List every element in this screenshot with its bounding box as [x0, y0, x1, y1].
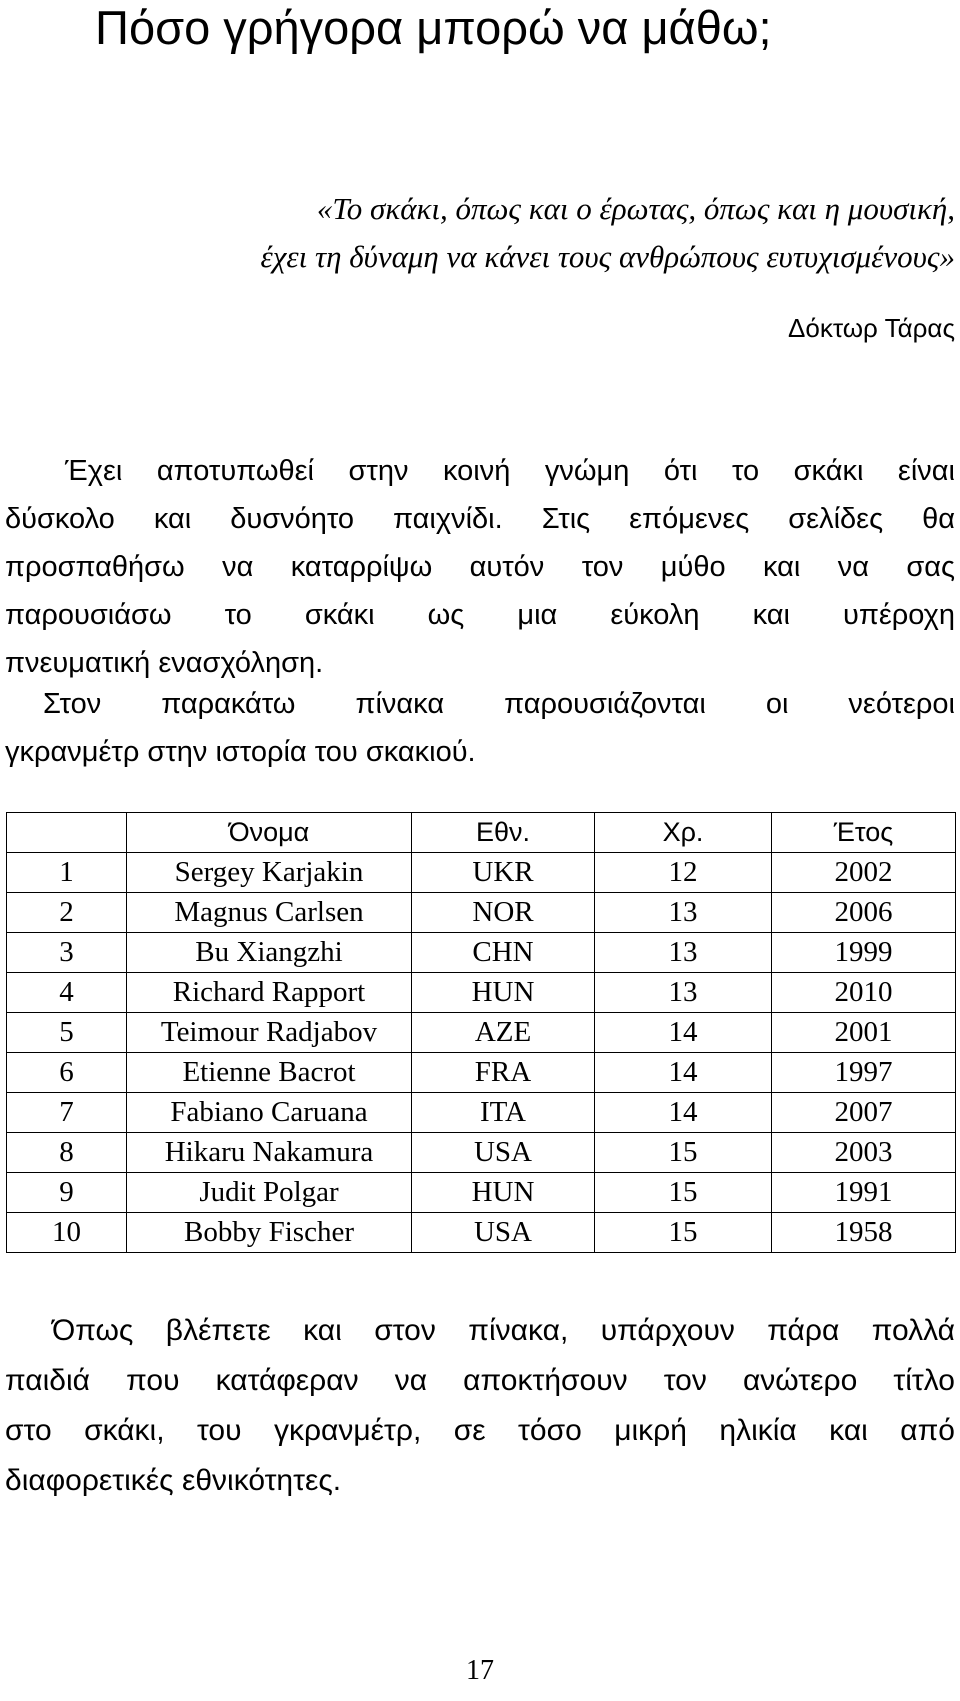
table-row	[7, 893, 956, 933]
cell-age: 12	[595, 853, 772, 893]
cell-age: 15	[595, 1213, 772, 1253]
cell-nationality: USA	[412, 1133, 595, 1173]
cell-rank: 5	[7, 1013, 127, 1053]
cell-rank: 3	[7, 933, 127, 973]
table-row	[7, 853, 956, 893]
cell-name: Bu Xiangzhi	[127, 933, 412, 973]
cell-name: Magnus Carlsen	[127, 893, 412, 933]
cell-name: Richard Rapport	[127, 973, 412, 1013]
cell-name: Judit Polgar	[127, 1173, 412, 1213]
cell-nationality: HUN	[412, 1173, 595, 1213]
cell-name: Sergey Karjakin	[127, 853, 412, 893]
table-intro-paragraph	[5, 680, 955, 776]
paragraph-line: στο σκάκι, του γκρανμέτρ, σε τόσο μικρή ηλικία και από	[5, 1414, 955, 1447]
paragraph-line: γκρανμέτρ στην ιστορία του σκακιού.	[5, 736, 476, 768]
cell-name: Bobby Fischer	[127, 1213, 412, 1253]
cell-nationality: USA	[412, 1213, 595, 1253]
table-row	[7, 1013, 956, 1053]
table-header-row	[7, 813, 956, 853]
header-year: Έτος	[772, 813, 956, 853]
paragraph-line: προσπαθήσω να καταρρίψω αυτόν τον μύθο και να σας	[5, 551, 955, 583]
youngest-grandmasters-table	[6, 812, 956, 1253]
cell-nationality: NOR	[412, 893, 595, 933]
paragraph-line: διαφορετικές εθνικότητες.	[5, 1464, 342, 1497]
cell-rank: 1	[7, 853, 127, 893]
header-age: Χρ.	[595, 813, 772, 853]
table-row	[7, 933, 956, 973]
epigraph-line: «Το σκάκι, όπως και ο έρωτας, όπως και η μουσική,	[316, 191, 955, 226]
cell-rank: 6	[7, 1053, 127, 1093]
cell-age: 14	[595, 1093, 772, 1133]
cell-nationality: UKR	[412, 853, 595, 893]
cell-rank: 9	[7, 1173, 127, 1213]
cell-year: 1991	[772, 1173, 956, 1213]
cell-rank: 10	[7, 1213, 127, 1253]
header-nationality: Εθν.	[412, 813, 595, 853]
cell-age: 13	[595, 973, 772, 1013]
epigraph-quote	[0, 185, 955, 281]
cell-year: 2007	[772, 1093, 956, 1133]
cell-nationality: FRA	[412, 1053, 595, 1093]
cell-age: 13	[595, 933, 772, 973]
cell-year: 1958	[772, 1213, 956, 1253]
cell-rank: 8	[7, 1133, 127, 1173]
page-title: Πόσο γρήγορα μπορώ να μάθω;	[95, 1, 772, 54]
cell-nationality: CHN	[412, 933, 595, 973]
paragraph-line: παιδιά που κατάφεραν να αποκτήσουν τον ανώτερο τίτλο	[5, 1364, 955, 1397]
table-row	[7, 1053, 956, 1093]
table-row	[7, 1173, 956, 1213]
cell-nationality: HUN	[412, 973, 595, 1013]
header-name: Όνομα	[127, 813, 412, 853]
cell-rank: 4	[7, 973, 127, 1013]
cell-age: 14	[595, 1013, 772, 1053]
paragraph-line: παρουσιάσω το σκάκι ως μια εύκολη και υπέροχη	[5, 599, 955, 631]
table-row	[7, 1093, 956, 1133]
cell-age: 15	[595, 1133, 772, 1173]
cell-year: 2010	[772, 973, 956, 1013]
cell-name: Fabiano Caruana	[127, 1093, 412, 1133]
cell-age: 13	[595, 893, 772, 933]
cell-age: 14	[595, 1053, 772, 1093]
cell-year: 2006	[772, 893, 956, 933]
cell-year: 2001	[772, 1013, 956, 1053]
paragraph-line: Όπως βλέπετε και στον πίνακα, υπάρχουν πάρα πολλά	[52, 1314, 955, 1347]
intro-paragraph	[5, 447, 955, 687]
paragraph-line: Στον παρακάτω πίνακα παρουσιάζονται οι νεότεροι	[43, 688, 955, 720]
quote-author: Δόκτωρ Τάρας	[788, 313, 955, 343]
page-number: 17	[466, 1655, 494, 1686]
epigraph-line: έχει τη δύναμη να κάνει τους ανθρώπους ευτυχισμένους»	[260, 239, 955, 274]
cell-year: 2002	[772, 853, 956, 893]
paragraph-line: πνευματική ενασχόληση.	[5, 647, 324, 679]
cell-name: Teimour Radjabov	[127, 1013, 412, 1053]
cell-rank: 7	[7, 1093, 127, 1133]
paragraph-line: Έχει αποτυπωθεί στην κοινή γνώμη ότι το σκάκι είναι	[65, 455, 955, 487]
cell-rank: 2	[7, 893, 127, 933]
cell-year: 1997	[772, 1053, 956, 1093]
header-rank	[7, 813, 127, 853]
cell-name: Etienne Bacrot	[127, 1053, 412, 1093]
table-row	[7, 973, 956, 1013]
cell-year: 2003	[772, 1133, 956, 1173]
cell-year: 1999	[772, 933, 956, 973]
paragraph-line: δύσκολο και δυσνόητο παιχνίδι. Στις επόμενες σελίδες θα	[5, 503, 955, 535]
conclusion-paragraph	[5, 1306, 955, 1506]
table-row	[7, 1213, 956, 1253]
table-row	[7, 1133, 956, 1173]
cell-nationality: ITA	[412, 1093, 595, 1133]
cell-nationality: AZE	[412, 1013, 595, 1053]
cell-name: Hikaru Nakamura	[127, 1133, 412, 1173]
cell-age: 15	[595, 1173, 772, 1213]
